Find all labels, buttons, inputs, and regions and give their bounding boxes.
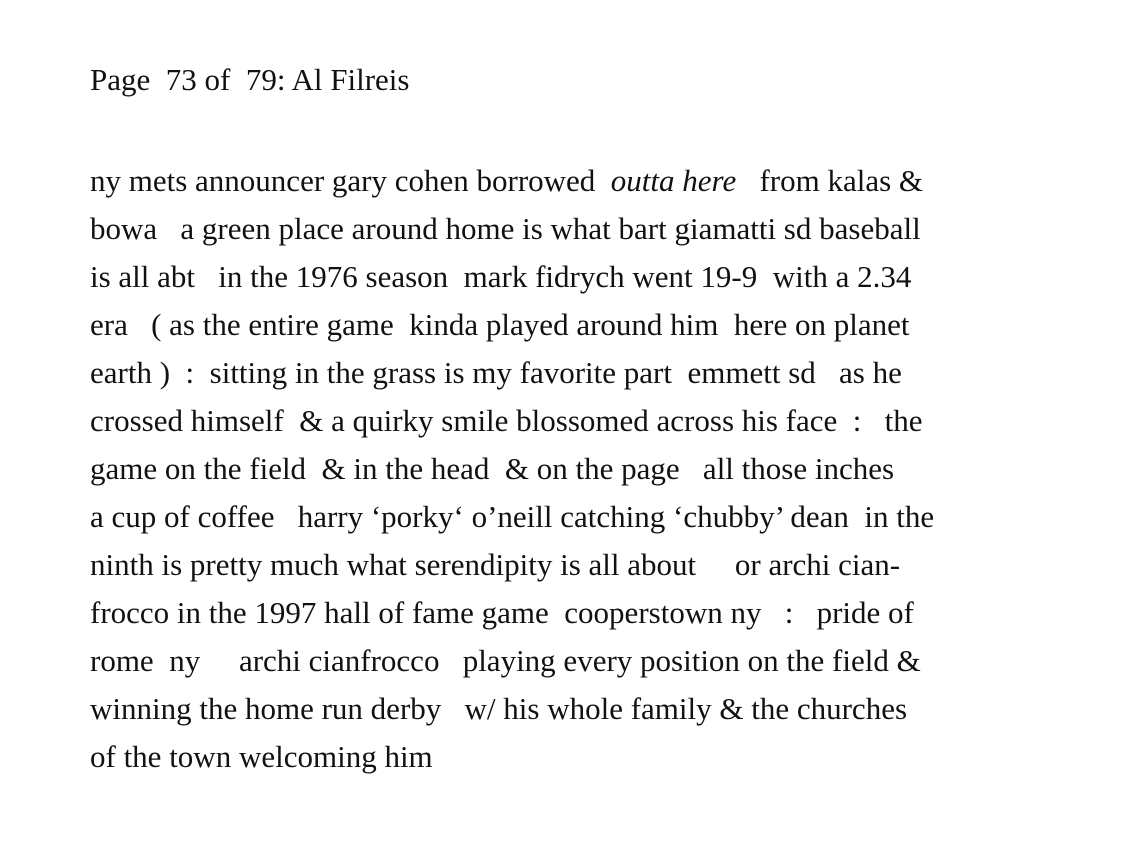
poem-body <box>90 157 990 781</box>
poem-line-2 <box>90 205 990 253</box>
poem-line-text: earth ) : sitting in the grass is my favorite part emmett sd as he <box>90 355 902 390</box>
poem-line-9 <box>90 541 990 589</box>
poem-line-text: crossed himself & a quirky smile blossomed across his face : the <box>90 403 923 438</box>
poem-line-text: game on the field & in the head & on the page all those inches <box>90 451 895 486</box>
poem-line-13 <box>90 733 990 781</box>
poem-line-11 <box>90 637 990 685</box>
poem-line-7 <box>90 445 990 493</box>
poem-line-text: bowa a green place around home is what bart giamatti sd baseball <box>90 211 921 246</box>
poem-line-text: is all abt in the 1976 season mark fidrych went 19-9 with a 2.34 <box>90 259 912 294</box>
poem-line-text: of the town welcoming him <box>90 739 433 774</box>
poem-line-text: rome ny archi cianfrocco playing every position on the field & <box>90 643 921 678</box>
poem-line-5 <box>90 349 990 397</box>
poem-line-10 <box>90 589 990 637</box>
poem-line-text: ninth is pretty much what serendipity is all about or archi cian- <box>90 547 901 582</box>
page-header: Page 73 of 79: Al Filreis <box>90 62 410 97</box>
poem-line-text: era ( as the entire game kinda played around him here on planet <box>90 307 910 342</box>
poem-italic-text: outta here <box>610 163 737 198</box>
poem-line-text: winning the home run derby w/ his whole family & the churches <box>90 691 908 726</box>
poem-line-8 <box>90 493 990 541</box>
poem-line-text: a cup of coffee harry ‘porky‘ o’neill catching ‘chubby’ dean in the <box>90 499 935 534</box>
poem-line-text: frocco in the 1997 hall of fame game cooperstown ny : pride of <box>90 595 914 630</box>
poem-line-6 <box>90 397 990 445</box>
poem-line-4 <box>90 301 990 349</box>
poem-line-12 <box>90 685 990 733</box>
poem-line-text: from kalas & <box>736 163 924 198</box>
poem-line-text: ny mets announcer gary cohen borrowed <box>90 163 611 198</box>
poem-line-1 <box>90 157 990 205</box>
poem-line-3 <box>90 253 990 301</box>
